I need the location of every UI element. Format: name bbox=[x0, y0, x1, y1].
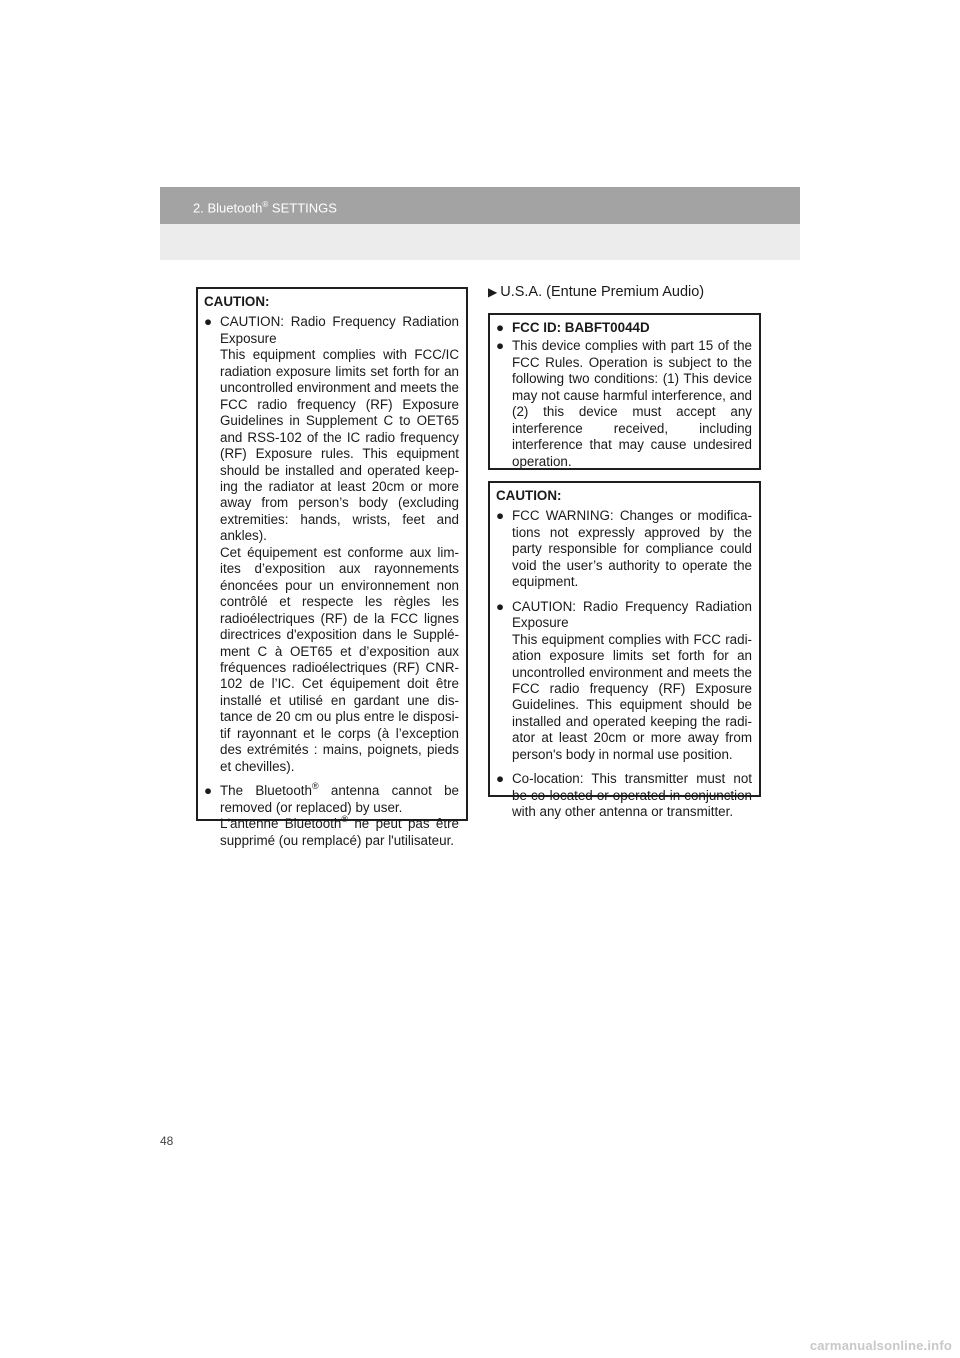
antenna-english-suffix: antenna cannot be removed (or replaced) by user. bbox=[220, 783, 459, 815]
fcc-warning-text: FCC WARNING: Changes or modifica-tions not expressly approved by the party responsible for compliance could void the user’s authority to operate the equipment. bbox=[512, 508, 752, 590]
caution-item-title: CAUTION: Radio Frequency Radiation Exposure bbox=[220, 314, 459, 346]
antenna-french-text bbox=[220, 816, 459, 849]
section-title bbox=[193, 200, 337, 215]
bullet-icon: ● bbox=[204, 314, 213, 330]
page-number: 48 bbox=[160, 1134, 174, 1148]
rf-exposure-title: CAUTION: Radio Frequency Radiation Exposure bbox=[512, 598, 752, 631]
fcc-warning-item bbox=[496, 508, 752, 590]
bullet-icon: ● bbox=[496, 598, 505, 614]
fcc-id-text: FCC ID: BABFT0044D bbox=[512, 320, 650, 335]
rf-exposure-text: This equipment complies with FCC radi-ation exposure limits set forth for an uncontrolled environment and meets the FCC radio frequency (RF) Exposure Guidelines. This equipment should be installed and operated keeping the radi-ator at least 20cm or more away from person's body in normal use position. bbox=[512, 631, 752, 762]
caution-item-antenna bbox=[204, 783, 459, 849]
left-caution-box bbox=[196, 287, 468, 848]
section-title-prefix: 2. Bluetooth bbox=[193, 200, 263, 216]
fcc-id-item bbox=[496, 320, 752, 336]
bullet-icon: ● bbox=[496, 508, 505, 524]
region-heading-text: U.S.A. (Entune Premium Audio) bbox=[500, 284, 705, 300]
fcc-compliance-text: This device complies with part 15 of the FCC Rules. Operation is subject to the following two conditions: (1) This device may not cause harmful interference, and (2) this device must accept any interference received, including interference that may cause undesired operation. bbox=[512, 338, 752, 469]
caution-item-rf-exposure bbox=[204, 314, 459, 775]
antenna-french-prefix: L'antenne Bluetooth bbox=[220, 816, 342, 832]
section-header-band bbox=[160, 187, 800, 260]
registered-mark: ® bbox=[341, 814, 348, 825]
antenna-french-suffix: ne peut pas être supprimé (ou remplacé) par l'utilisateur. bbox=[220, 816, 459, 848]
antenna-english-prefix: The Bluetooth bbox=[220, 783, 312, 799]
footer-watermark: carmanualsonline.info bbox=[809, 1338, 952, 1353]
caution-heading: CAUTION: bbox=[204, 294, 270, 309]
rf-exposure-item bbox=[496, 599, 752, 764]
fcc-id-box bbox=[488, 313, 761, 470]
bullet-icon: ● bbox=[496, 771, 505, 787]
registered-mark: ® bbox=[262, 200, 269, 209]
right-caution-box bbox=[488, 481, 761, 820]
antenna-english-text bbox=[220, 783, 459, 816]
caution-item-french-text: Cet équipement est conforme aux lim-ites d’exposition aux rayonnements énoncées pour un environnement non contrôlé et respecte les règles les radioélectriques (RF) de la FCC lignes directrices d'exposition dans le Supplé-ment C à OET65 et d’exposition aux fréquences radioélectriques (RF) CNR-102 de l’IC. Cet équipement doit être installé et utilisé en gardant une dis-tance de 20 cm ou plus entre le disposi-tif rayonnant et le corps (à l’exception des extrémités : mains, poignets, pieds et chevilles). bbox=[220, 544, 459, 774]
registered-mark: ® bbox=[311, 781, 319, 792]
region-heading bbox=[488, 284, 704, 300]
co-location-item bbox=[496, 771, 752, 820]
co-location-text: Co-location: This transmitter must not be co-located or operated in conjunction with any other antenna or transmitter. bbox=[512, 771, 752, 820]
caution-item-english-text: This equipment complies with FCC/IC radiation exposure limits set forth for an uncontrolled environment and meets the FCC radio frequency (RF) Exposure Guidelines in Supplement C to OET65 and RSS-102 of the IC radio frequency (RF) Exposure rules. This equipment should be installed and operated keep-ing the radiator at least 20cm or more away from person’s body (excluding extremities: hands, wrists, feet and ankles). bbox=[220, 347, 459, 544]
fcc-compliance-item bbox=[496, 338, 752, 470]
caution-heading: CAUTION: bbox=[496, 488, 562, 503]
section-header-strip bbox=[160, 187, 800, 224]
bullet-icon: ● bbox=[204, 783, 213, 799]
section-title-suffix: SETTINGS bbox=[268, 200, 337, 216]
bullet-icon: ● bbox=[496, 320, 505, 335]
bullet-icon: ● bbox=[496, 338, 505, 354]
triangle-marker-icon: ▶ bbox=[488, 285, 498, 299]
